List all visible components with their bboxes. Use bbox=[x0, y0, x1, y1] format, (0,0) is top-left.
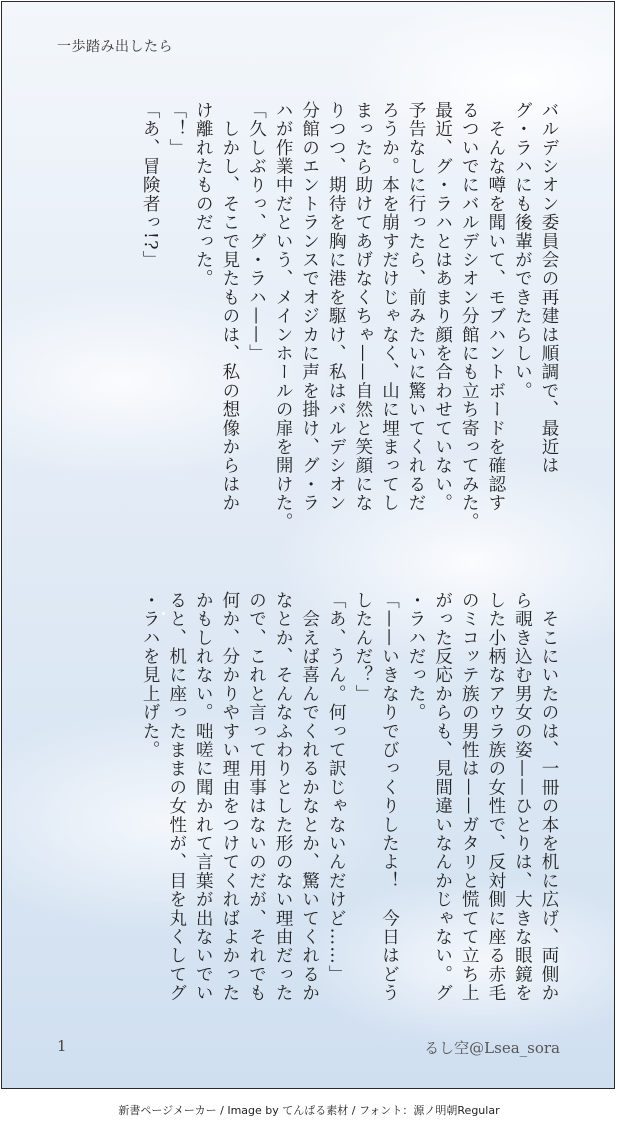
text-line: ると、机に座ったままの女性が、目を丸くしてグ bbox=[166, 591, 187, 1003]
text-line: なとか、そんなふわりとした形のない理由だった bbox=[273, 591, 294, 1003]
text-line: そこにいたのは、一冊の本を机に広げ、両側か bbox=[539, 591, 559, 1003]
text-line: 「あ、うん。何って訳じゃないんだけど……」 bbox=[326, 591, 347, 984]
text-line: かもしれない。咄嗟に聞かれて言葉が出ないでい bbox=[193, 591, 214, 1003]
author-credit: るし空@Lsea_sora bbox=[424, 1039, 560, 1057]
text-line: 「！」 bbox=[166, 101, 187, 158]
chapter-header: 一歩踏み出したら bbox=[57, 39, 173, 55]
text-line: 分館のエントランスでオジカに声を掛け、グ・ラ bbox=[299, 101, 320, 513]
text-line: ・ラハだった。 bbox=[406, 591, 427, 722]
text-block-top bbox=[137, 101, 563, 531]
text-line: ので、これと言って用事はないのだが、それでも bbox=[246, 591, 267, 1003]
text-line: がった反応からも、見間違いなんかじゃない。グ bbox=[432, 591, 453, 1003]
text-line: 「久しぶりっ、グ・ラハ——」 bbox=[246, 101, 267, 363]
text-line: した小柄なアウラ族の女性で、反対側に座る赤毛 bbox=[485, 591, 506, 1003]
text-line: 「あ、冒険者っ!?」 bbox=[140, 101, 161, 270]
text-line: のミコッテ族の男性は——ガタリと慌てて立ち上 bbox=[459, 591, 480, 1003]
text-line: ろうか。本を崩すだけじゃなく、山に埋まってし bbox=[379, 101, 400, 513]
text-line: グ・ラハにも後輩ができたらしい。 bbox=[512, 101, 533, 401]
text-line: け離れたものだった。 bbox=[193, 101, 214, 288]
text-line: 会えば喜んでくれるかなとか、驚いてくれるか bbox=[299, 591, 320, 1003]
text-line: 何か、分かりやすい理由をつけてくればよかった bbox=[219, 591, 240, 1003]
text-line: しかし、そこで見たものは、私の想像からはか bbox=[219, 101, 240, 513]
text-line: 最近、グ・ラハとはあまり顔を合わせていない。 bbox=[432, 101, 453, 513]
generator-credit: 新書ページメーカー / Image by てんぱる素材 / フォント：源ノ明朝Regular bbox=[118, 1104, 500, 1117]
text-line: したんだ？」 bbox=[352, 591, 373, 704]
text-line: りつつ、期待を胸に港を駆け、私はバルデシオン bbox=[326, 101, 347, 513]
page-number: 1 bbox=[57, 1037, 67, 1055]
text-line: まったら助けてあげなくちゃ——自然と笑顔にな bbox=[352, 101, 373, 513]
text-line: ら覗き込む男女の姿——ひとりは、大きな眼鏡を bbox=[512, 591, 533, 1003]
text-line: 「——いきなりでびっくりしたよ！ 今日はどう bbox=[379, 591, 400, 1003]
novel-page bbox=[1, 1, 615, 1089]
text-line: ハが作業中だという、メインホールの扉を開けた。 bbox=[273, 101, 294, 532]
text-line: ・ラハを見上げた。 bbox=[140, 591, 161, 760]
text-line: 予告なしに行ったら、前みたいに驚いてくれるだ bbox=[406, 101, 427, 513]
text-block-bottom bbox=[137, 591, 563, 1003]
text-line: るついでにバルデシオン分館にも立ち寄ってみた。 bbox=[459, 101, 480, 532]
text-line: そんな噂を聞いて、モブハントボードを確認す bbox=[485, 101, 506, 513]
text-line: バルデシオン委員会の再建は順調で、最近は bbox=[539, 101, 559, 475]
